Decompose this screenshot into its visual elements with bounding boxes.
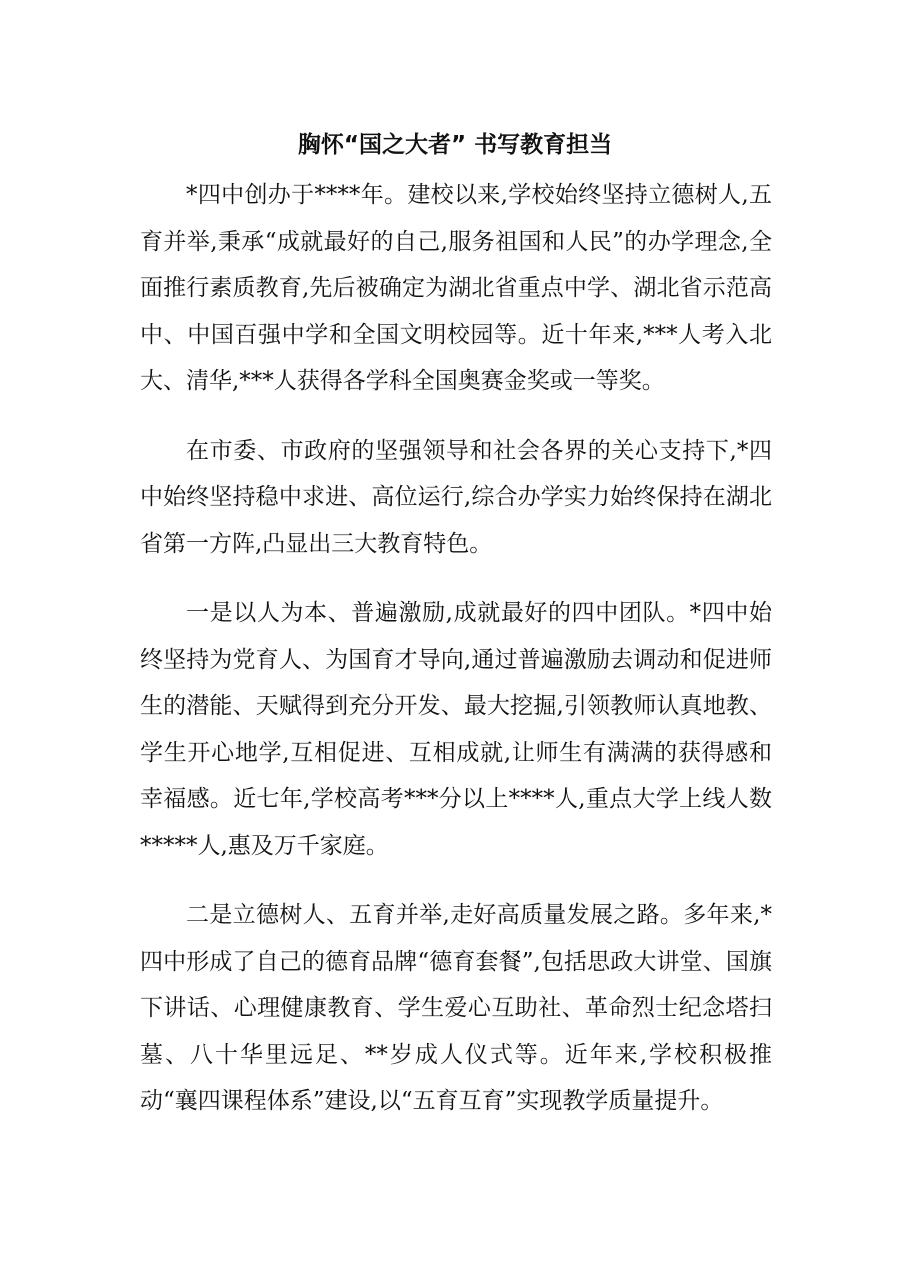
paragraph-1: *四中创办于****年。建校以来,学校始终坚持立德树人,五育并举,秉承“成就最好的自己,服务祖国和人民”的办学理念,全面推行素质教育,先后被确定为湖北省重点中学、湖北省示范高中、中国百强中学和全国文明校园等。近十年来,***人考入北大、清华,***人获得各学科全国奥赛金奖或一等奖。 — [140, 182, 772, 394]
paragraph-2: 在市委、市政府的坚强领导和社会各界的关心支持下,*四中始终坚持稳中求进、高位运行,综合办学实力始终保持在湖北省第一方阵,凸显出三大教育特色。 — [140, 437, 772, 557]
paragraph-3: 一是以人为本、普遍激励,成就最好的四中团队。*四中始终坚持为党育人、为国育才导向,通过普遍激励去调动和促进师生的潜能、天赋得到充分开发、最大挖掘,引领教师认真地教、学生开心地学,互相促进、互相成就,让师生有满满的获得感和幸福感。近七年,学校高考***分以上****人,重点大学上线人数*****人,惠及万千家庭。 — [140, 600, 772, 859]
document-body — [140, 172, 772, 1125]
document-title: 胸怀“国之大者” 书写教育担当 — [297, 132, 613, 158]
paragraph-4: 二是立德树人、五育并举,走好高质量发展之路。多年来,*四中形成了自己的德育品牌“德育套餐”,包括思政大讲堂、国旗下讲话、心理健康教育、学生爱心互助社、革命烈士纪念塔扫墓、八十华里远足、**岁成人仪式等。近年来,学校积极推动“襄四课程体系”建设,以“五育互育”实现教学质量提升。 — [140, 902, 772, 1114]
